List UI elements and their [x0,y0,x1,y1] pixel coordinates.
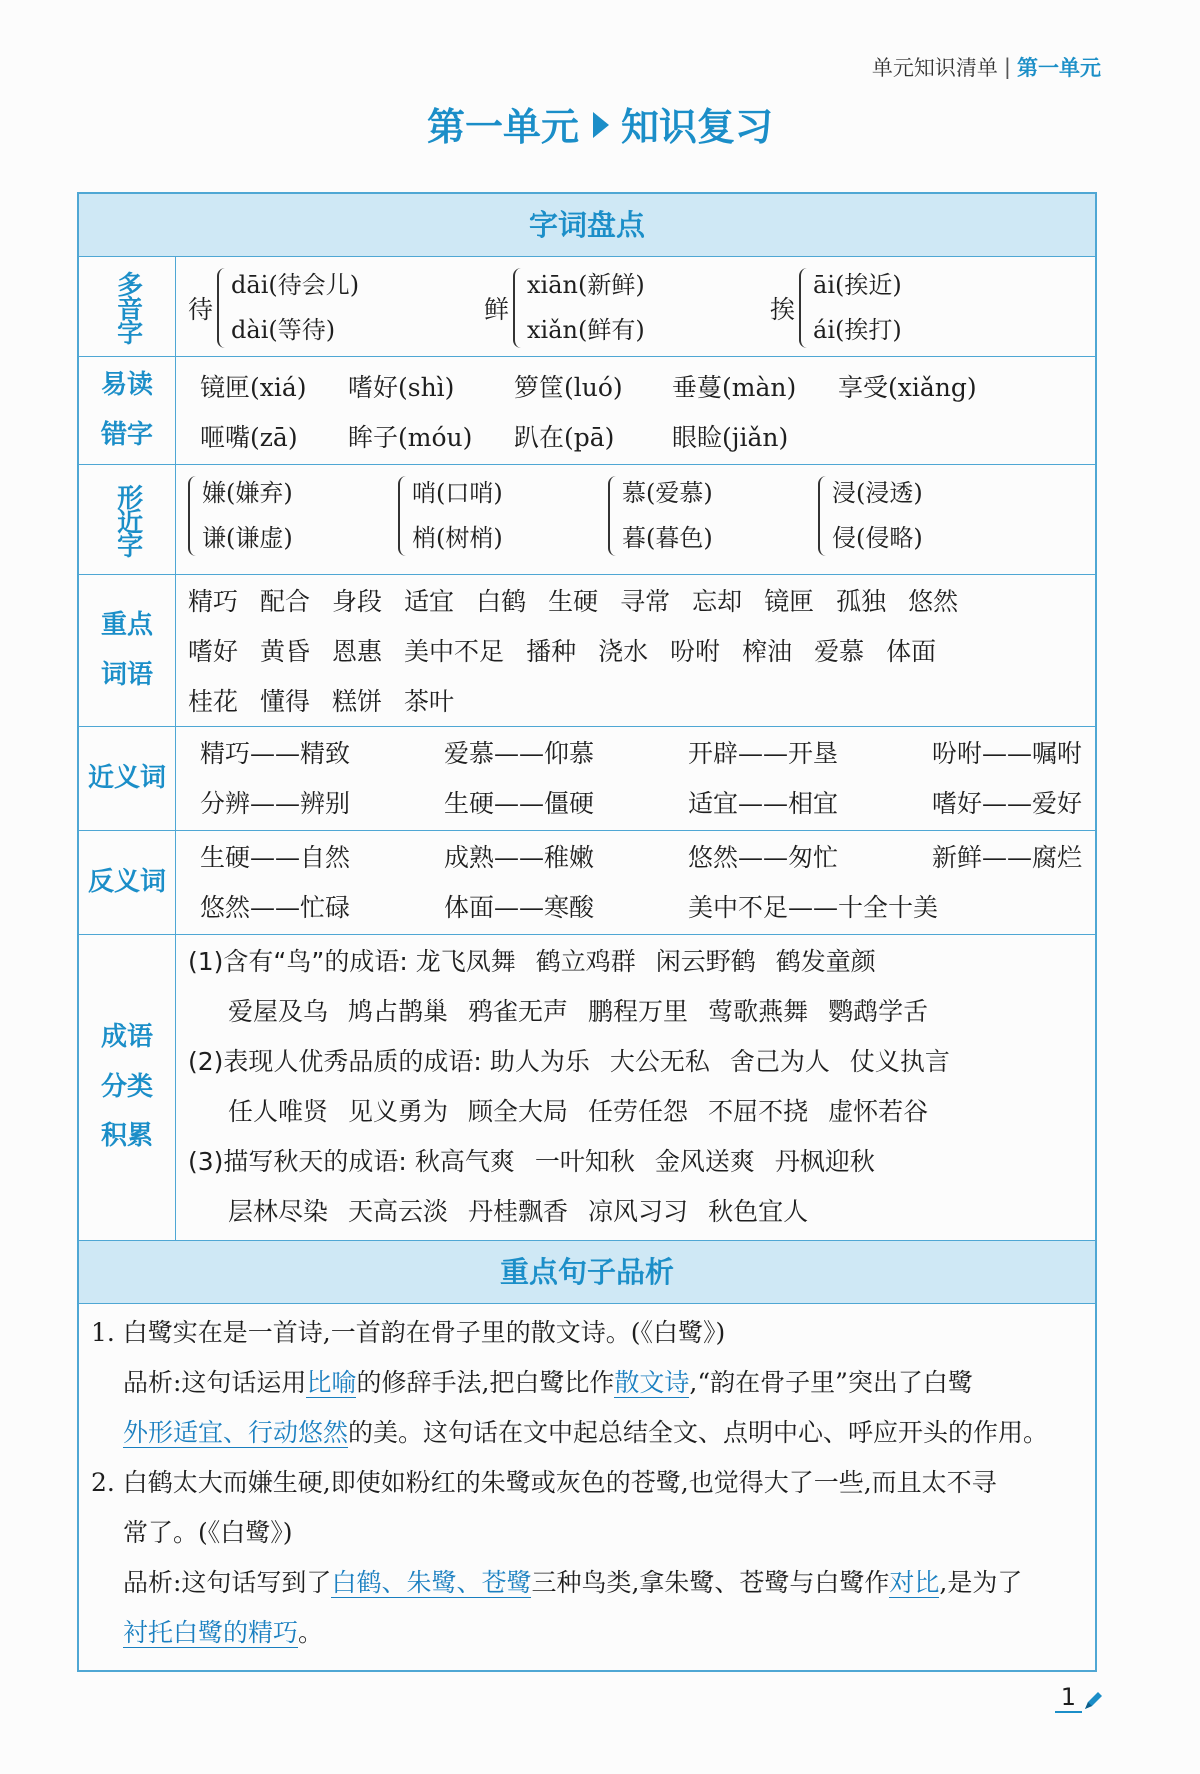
word-pair: 开辟——开垦 [688,739,839,768]
word-item: 享受(xiǎng) [838,373,977,402]
word-item: 眸子(móu) [348,423,473,452]
text-item: 的修辞手法,把白鹭比作 [356,1368,615,1397]
text-item: 重点 [100,610,153,641]
word-item: 身段 [332,587,383,616]
word-item: 精巧 [188,587,239,616]
idiom-category-line [188,937,1085,987]
word-item: 适宜 [404,587,455,616]
text-item: 成语 [100,1022,153,1053]
text-item: 错字 [100,419,153,450]
idiom-category-title: (1)含有“鸟”的成语: [188,947,408,976]
page-title [0,96,1200,151]
idiom-category-title: (2)表现人优秀品质的成语: [188,1047,482,1076]
text-item: 形近字 [112,483,143,556]
key-words-line [188,677,1085,727]
idiom-item: 爱屋及乌 [228,997,329,1026]
word-item: 忘却 [692,587,743,616]
word-pair: 美中不足——十全十美 [688,893,939,922]
word-item: 恩惠 [332,637,383,666]
text-item: 外形适宜、行动悠然 [123,1418,349,1447]
text-item: 鲜 [484,295,510,324]
idiom-item: 顾全大局 [468,1097,569,1126]
idiom-item: 金风送爽 [654,1147,755,1176]
word-item: 寻常 [620,587,671,616]
pencil-icon [1082,1690,1104,1712]
key-words-line [188,577,1085,627]
header-separator: | [1003,55,1011,79]
synonyms-row [79,727,1095,831]
polyphonic-group [770,263,902,353]
text-item: 慕(爱慕) [622,479,713,507]
word-item: 体面 [886,637,937,666]
polyphonic-group [188,263,359,353]
text-item: 三种鸟类,拿朱鹭、苍鹭与白鹭作 [531,1568,890,1597]
knowledge-table [77,192,1097,1672]
key-words-line [188,627,1085,677]
text-item: 比喻 [306,1368,357,1397]
idiom-item: 一叶知秋 [534,1147,635,1176]
text-item: āi(挨近) [813,271,902,299]
idiom-category-title: (3)描写秋天的成语: [188,1147,407,1176]
sentence-analysis [79,1304,1095,1658]
polyphonic-label [79,257,176,356]
idiom-item: 见义勇为 [348,1097,449,1126]
word-item: 白鹤 [476,587,527,616]
idiom-item: 天高云淡 [348,1197,449,1226]
similar-group [188,471,293,561]
text-item: 反义词 [87,866,166,897]
word-item: 桂花 [188,687,239,716]
text-item: 词语 [100,659,153,690]
idiom-line [188,987,1085,1037]
sentence-1: 1. 白鹭实在是一首诗,一首韵在骨子里的散文诗。(《白鹭》) [91,1318,726,1347]
analysis-1 [91,1358,1083,1458]
text-item: 对比 [889,1568,940,1597]
word-item: 嗜好 [188,637,239,666]
idiom-item: 虚怀若谷 [828,1097,929,1126]
word-item: 糕饼 [332,687,383,716]
page-number [1055,1683,1082,1711]
text-item: 1 [1055,1683,1082,1713]
text-item: ái(挨打) [813,316,902,344]
idiom-item: 鸦雀无声 [468,997,569,1026]
text-item: 近义词 [87,762,166,793]
idiom-item: 仗义执言 [849,1047,950,1076]
text-item: 衬托白鹭的精巧 [123,1618,299,1647]
idiom-item: 鹏程万里 [588,997,689,1026]
text-item: 常了。(《白鹭》) [123,1518,293,1547]
section-heading-sentences: 重点句子品析 [79,1241,1095,1304]
idiom-item: 任人唯贤 [228,1097,329,1126]
idioms-row [79,935,1095,1241]
word-item: 懂得 [260,687,311,716]
word-item: 悠然 [908,587,959,616]
text-item: 的美。这句话在文中起总结全文、点明中心、呼应开头的作用。 [348,1418,1049,1447]
word-pair: 适宜——相宜 [688,789,839,818]
idiom-item: 闲云野鹤 [655,947,756,976]
idiom-category-line [188,1137,1085,1187]
polyphonic-group [484,263,645,353]
header-unit: 第一单元 [1017,56,1101,80]
sentence-2 [91,1458,1083,1558]
text-item: 品析:这句话运用 [123,1368,307,1397]
idioms-label [79,935,176,1240]
text-item: 积累 [100,1121,153,1152]
idiom-item: 鹤立鸡群 [535,947,636,976]
text-item: 多音字 [112,270,143,343]
analysis-2 [91,1558,1083,1658]
idiom-item: 丹桂飘香 [468,1197,569,1226]
text-item: xiān(新鲜) [527,271,645,299]
idiom-item: 不屈不挠 [708,1097,809,1126]
triangle-arrow-icon [593,112,609,138]
text-item: 侵(侵略) [832,524,923,552]
text-item: 谦(谦虚) [202,524,293,552]
word-item: 镜匣 [764,587,815,616]
word-item: 垂蔓(màn) [672,373,797,402]
word-pair: 成熟——稚嫩 [444,843,595,872]
word-item: 播种 [526,637,577,666]
word-item: 美中不足 [404,637,505,666]
key-words-row [79,575,1095,727]
word-pair: 分辨——辨别 [200,789,351,818]
idiom-item: 任劳任怨 [588,1097,689,1126]
similar-group [608,471,713,561]
idiom-line [188,1087,1085,1137]
antonyms-label [79,831,176,934]
word-pair: 生硬——自然 [200,843,351,872]
similar-shape-row [79,465,1095,575]
word-pair: 体面——寒酸 [444,893,595,922]
text-item: 易读 [100,370,153,401]
text-item: 品析:这句话写到了 [123,1568,332,1597]
word-pair: 嗜好——爱好 [932,789,1083,818]
idiom-item: 丹枫迎秋 [774,1147,875,1176]
similar-shape-label [79,465,176,574]
word-pair: 精巧——精致 [200,739,351,768]
similar-group [818,471,923,561]
idiom-item: 大公无私 [609,1047,710,1076]
text-item: 嫌(嫌弃) [202,479,293,507]
text-item: 白鹤、朱鹭、苍鹭 [331,1568,532,1597]
text-item: 散文诗 [614,1368,690,1397]
word-item: 配合 [260,587,311,616]
key-words-label [79,575,176,726]
idiom-item: 莺歌燕舞 [708,997,809,1026]
idiom-item: 秋高气爽 [414,1147,515,1176]
idiom-item: 鹤发童颜 [775,947,876,976]
text-item: 分类 [100,1071,153,1102]
idiom-item: 鸠占鹊巢 [348,997,449,1026]
word-item: 吩咐 [670,637,721,666]
text-item: dāi(待会儿) [231,271,360,299]
word-item: 黄昏 [260,637,311,666]
text-item: 挨 [770,295,796,324]
word-item: 趴在(pā) [514,423,615,452]
idiom-line [188,1187,1085,1237]
idiom-item: 助人为乐 [489,1047,590,1076]
text-item: 暮(暮色) [622,524,713,552]
word-item: 镜匣(xiá) [200,373,307,402]
word-pair: 生硬——僵硬 [444,789,595,818]
title-right: 知识复习 [621,105,774,149]
text-item: xiǎn(鲜有) [527,316,645,344]
text-item: dài(等待) [231,316,336,344]
running-header [872,52,1101,82]
word-item: 爱慕 [814,637,865,666]
title-left: 第一单元 [426,105,579,149]
word-pair: 悠然——忙碌 [200,893,351,922]
misread-label [79,357,176,464]
word-pair: 新鲜——腐烂 [932,843,1083,872]
word-item: 孤独 [836,587,887,616]
text-item: 2. 白鹤太大而嫌生硬,即使如粉红的朱鹭或灰色的苍鹭,也觉得大了一些,而且太不寻 [91,1468,997,1497]
idiom-item: 秋色宜人 [708,1197,809,1226]
word-pair: 爱慕——仰慕 [444,739,595,768]
section-heading-words: 字词盘点 [79,194,1095,257]
idiom-item: 鹦鹉学舌 [828,997,929,1026]
text-item: 浸(浸透) [832,479,923,507]
idiom-item: 凉风习习 [588,1197,689,1226]
word-item: 嗜好(shì) [348,373,455,402]
idiom-item: 层林尽染 [228,1197,329,1226]
word-pair: 吩咐——嘱咐 [932,739,1083,768]
text-item: ,是为了 [939,1568,1023,1597]
word-item: 生硬 [548,587,599,616]
word-item: 榨油 [742,637,793,666]
text-item: 哨(口哨) [412,479,503,507]
word-item: 咂嘴(zā) [200,423,298,452]
misread-row [79,357,1095,465]
word-item: 浇水 [598,637,649,666]
text-item: 梢(树梢) [412,524,503,552]
text-item: 待 [188,295,214,324]
word-item: 箩筐(luó) [514,373,623,402]
word-item: 茶叶 [404,687,455,716]
polyphonic-row [79,257,1095,357]
word-item: 眼睑(jiǎn) [672,423,789,452]
idiom-item: 舍己为人 [729,1047,830,1076]
similar-group [398,471,503,561]
idiom-category-line [188,1037,1085,1087]
header-section: 单元知识清单 [871,56,998,80]
synonyms-label [79,727,176,830]
word-pair: 悠然——匆忙 [688,843,839,872]
antonyms-row [79,831,1095,935]
idiom-item: 龙飞凤舞 [415,947,516,976]
text-item: ,“韵在骨子里”突出了白鹭 [689,1368,973,1397]
text-item: 。 [298,1618,324,1647]
